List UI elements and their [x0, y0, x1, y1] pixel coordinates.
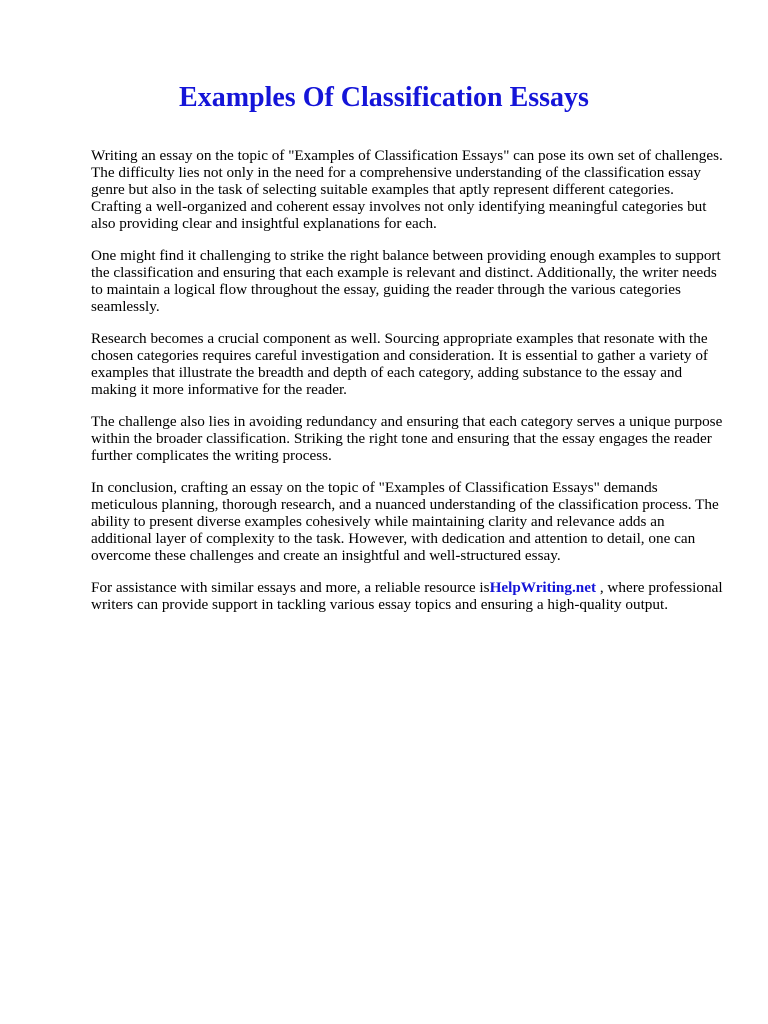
paragraph-6-text-before-link: For assistance with similar essays and more, a reliable resource is	[91, 579, 490, 596]
paragraph-1: Writing an essay on the topic of "Examples of Classification Essays" can pose its own set of challenges. The difficulty lies not only in the need for a comprehensive understanding of the classification essay genre but also in the task of selecting suitable examples that aptly represent different categories. Crafting a well-organized and coherent essay involves not only identifying meaningful categories but also providing clear and insightful explanations for each.	[91, 147, 723, 232]
paragraph-6	[91, 579, 724, 613]
helpwriting-link[interactable]: HelpWriting.net	[489, 579, 597, 596]
paragraph-2: One might find it challenging to strike the right balance between providing enough examples to support the classification and ensuring that each example is relevant and distinct. Additionally, the writer needs to maintain a logical flow throughout the essay, guiding the reader through the various categories seamlessly.	[91, 247, 721, 315]
paragraph-6-text-after-link: , where professional writers can provide support in tackling various essay topics and ensuring a high-quality output.	[91, 579, 723, 613]
paragraph-4: The challenge also lies in avoiding redundancy and ensuring that each category serves a unique purpose within the broader classification. Striking the right tone and ensuring that the essay engages the reader further complicates the writing process.	[91, 413, 723, 464]
paragraph-5: In conclusion, crafting an essay on the topic of "Examples of Classification Essays" demands meticulous planning, thorough research, and a nuanced understanding of the classification process. The ability to present diverse examples cohesively while maintaining clarity and relevance adds an additional layer of complexity to the task. However, with dedication and attention to detail, one can overcome these challenges and create an insightful and well-structured essay.	[91, 479, 719, 564]
document-body	[91, 147, 724, 613]
document-title: Examples Of Classification Essays	[179, 82, 589, 113]
paragraph-3: Research becomes a crucial component as well. Sourcing appropriate examples that resonate with the chosen categories requires careful investigation and consideration. It is essential to gather a variety of examples that illustrate the breadth and depth of each category, adding substance to the essay and making it more informative for the reader.	[91, 330, 708, 398]
